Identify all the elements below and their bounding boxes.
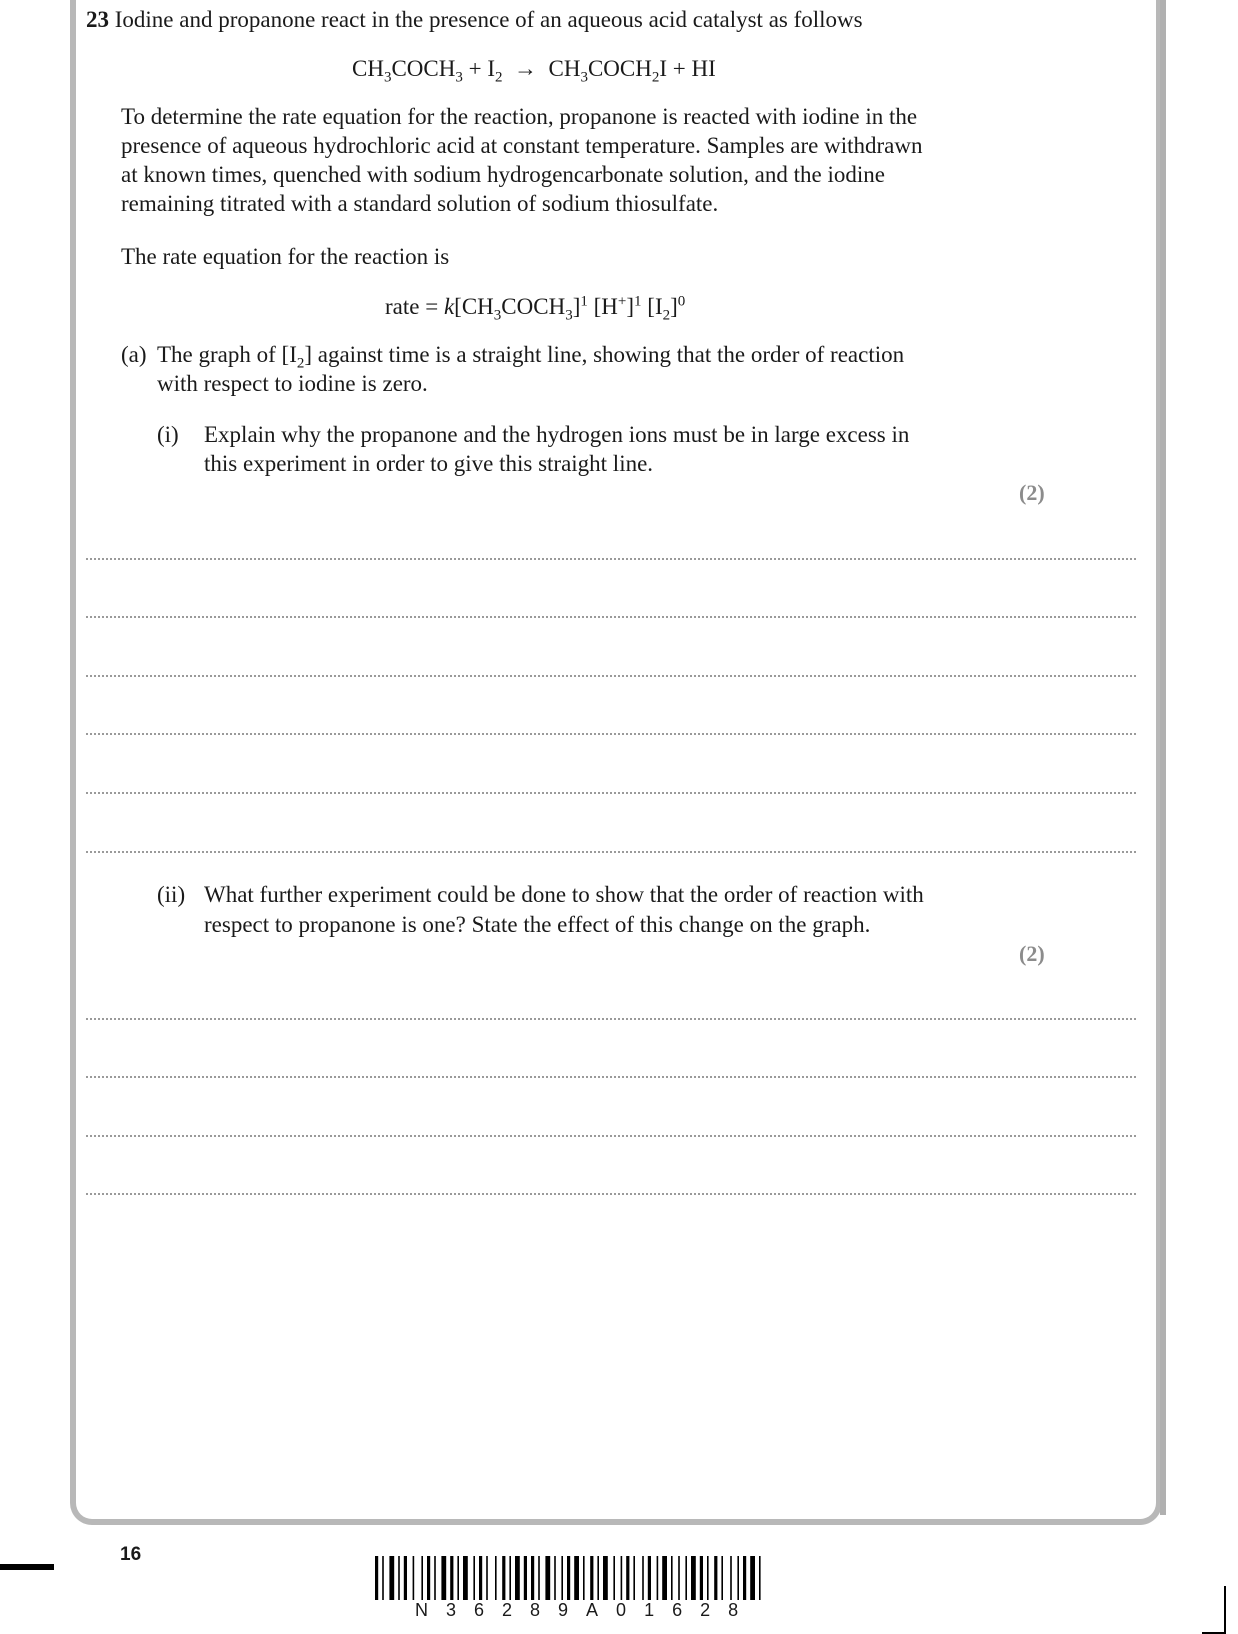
barcode-text: N36289A01628: [415, 1600, 757, 1620]
part-i-label: (i): [157, 422, 179, 447]
part-a-line1: The graph of $[I_2]$ against time is a straight line, showing that the order of reaction: [157, 342, 905, 372]
answer-line[interactable]: [86, 675, 1136, 677]
para1-line3: at known times, quenched with sodium hydrogencarbonate solution, and the iodine: [121, 162, 885, 187]
barcode-bar: [700, 1556, 703, 1600]
barcode-bar: [613, 1556, 615, 1600]
question-intro: Iodine and propanone react in the presence of an aqueous acid catalyst as follows: [114, 7, 863, 32]
barcode-bar: [427, 1556, 430, 1600]
barcode-bar: [382, 1556, 384, 1600]
part-i-line2: this experiment in order to give this straight line.: [204, 451, 654, 476]
barcode-bar: [441, 1556, 446, 1600]
barcode-bar: [714, 1556, 717, 1600]
barcode-bar: [421, 1556, 423, 1600]
barcode-bar: [495, 1556, 497, 1600]
answer-line[interactable]: [86, 851, 1136, 853]
barcode-bar: [524, 1556, 527, 1600]
barcode-bar: [404, 1556, 407, 1600]
para1-line2: presence of aqueous hydrochloric acid at constant temperature. Samples are withdrawn: [121, 133, 923, 158]
rate-equation: rate = $k[CH_3COCH_3]^1$ $[H^+]^1$ $[I_2]^0$: [385, 293, 686, 324]
barcode-bar: [721, 1556, 723, 1600]
part-ii-line1: What further experiment could be done to show that the order of reaction with: [204, 882, 924, 907]
barcode-bar: [685, 1556, 687, 1600]
answer-line[interactable]: [86, 616, 1136, 618]
barcode-bar: [737, 1556, 739, 1600]
answer-line[interactable]: [86, 733, 1136, 735]
barcode-bar: [398, 1556, 400, 1600]
barcode-bar: [626, 1556, 629, 1600]
answer-line[interactable]: [86, 1018, 1136, 1020]
question-intro-line: [86, 5, 863, 34]
answer-frame: [70, 0, 1162, 1525]
barcode-bar: [642, 1556, 644, 1600]
part-ii-label: (ii): [157, 882, 186, 907]
arrow-icon: →: [514, 56, 537, 81]
para1-line1: To determine the rate equation for the reaction, propanone is reacted with iodine in the: [121, 104, 918, 129]
barcode-bar: [648, 1556, 651, 1600]
barcode-bar: [621, 1556, 623, 1600]
para2: The rate equation for the reaction is: [121, 244, 450, 269]
barcode-graphic: [375, 1556, 859, 1600]
barcode-bar: [574, 1556, 579, 1600]
answer-line[interactable]: [86, 1076, 1136, 1078]
barcode-bar: [707, 1556, 709, 1600]
barcode-bar: [730, 1556, 732, 1600]
answer-line[interactable]: [86, 1135, 1136, 1137]
barcode-bar: [375, 1556, 378, 1600]
barcode-bar: [657, 1556, 659, 1600]
barcode-bar: [678, 1556, 680, 1600]
barcode-bar: [597, 1556, 599, 1600]
barcode-bar: [691, 1556, 696, 1600]
para1-line4: remaining titrated with a standard solution of sodium thiosulfate.: [121, 191, 719, 216]
barcode-bar: [633, 1556, 635, 1600]
barcode-bar: [413, 1556, 415, 1600]
page-number: 16: [120, 1544, 142, 1565]
answer-line[interactable]: [86, 792, 1136, 794]
barcode-bar: [561, 1556, 563, 1600]
answer-line[interactable]: [86, 1193, 1136, 1195]
crop-mark-left: [0, 1564, 54, 1570]
barcode-bar: [473, 1556, 475, 1600]
part-a-line2: with respect to iodine is zero.: [157, 371, 428, 396]
barcode-bar: [759, 1556, 761, 1600]
barcode-bar: [434, 1556, 436, 1600]
barcode-bar: [545, 1556, 550, 1600]
barcode-bar: [590, 1556, 593, 1600]
barcode-bar: [671, 1556, 673, 1600]
barcode-bar: [479, 1556, 482, 1600]
answer-line[interactable]: [86, 558, 1136, 560]
part-i-line1: Explain why the propanone and the hydrogen ions must be in large excess in: [204, 422, 910, 447]
crop-mark-right: [1224, 1586, 1226, 1634]
chemical-equation: $CH_3COCH_3 + I_2$ → $CH_3COCH_2I$ + HI: [352, 56, 716, 86]
frame-shadow: [1160, 0, 1166, 1515]
barcode-bar: [457, 1556, 459, 1600]
part-ii-marks: (2): [1019, 941, 1045, 966]
barcode-bar: [567, 1556, 570, 1600]
barcode-bar: [463, 1556, 468, 1600]
part-a-label: (a): [121, 342, 147, 367]
barcode-bar: [538, 1556, 540, 1600]
barcode-bar: [603, 1556, 608, 1600]
part-i-marks: (2): [1019, 480, 1045, 505]
barcode-bar: [743, 1556, 746, 1600]
part-ii-line2: respect to propanone is one? State the effect of this change on the graph.: [204, 912, 871, 937]
barcode-bar: [583, 1556, 585, 1600]
barcode-bar: [502, 1556, 505, 1600]
barcode-bar: [662, 1556, 667, 1600]
barcode-bar: [486, 1556, 488, 1600]
barcode-bar: [450, 1556, 453, 1600]
barcode-bar: [750, 1556, 755, 1600]
barcode-bar: [554, 1556, 556, 1600]
barcode-bar: [515, 1556, 520, 1600]
barcode-bar: [389, 1556, 394, 1600]
barcode-bar: [509, 1556, 511, 1600]
question-number: 23: [86, 7, 109, 32]
barcode-bar: [531, 1556, 534, 1600]
